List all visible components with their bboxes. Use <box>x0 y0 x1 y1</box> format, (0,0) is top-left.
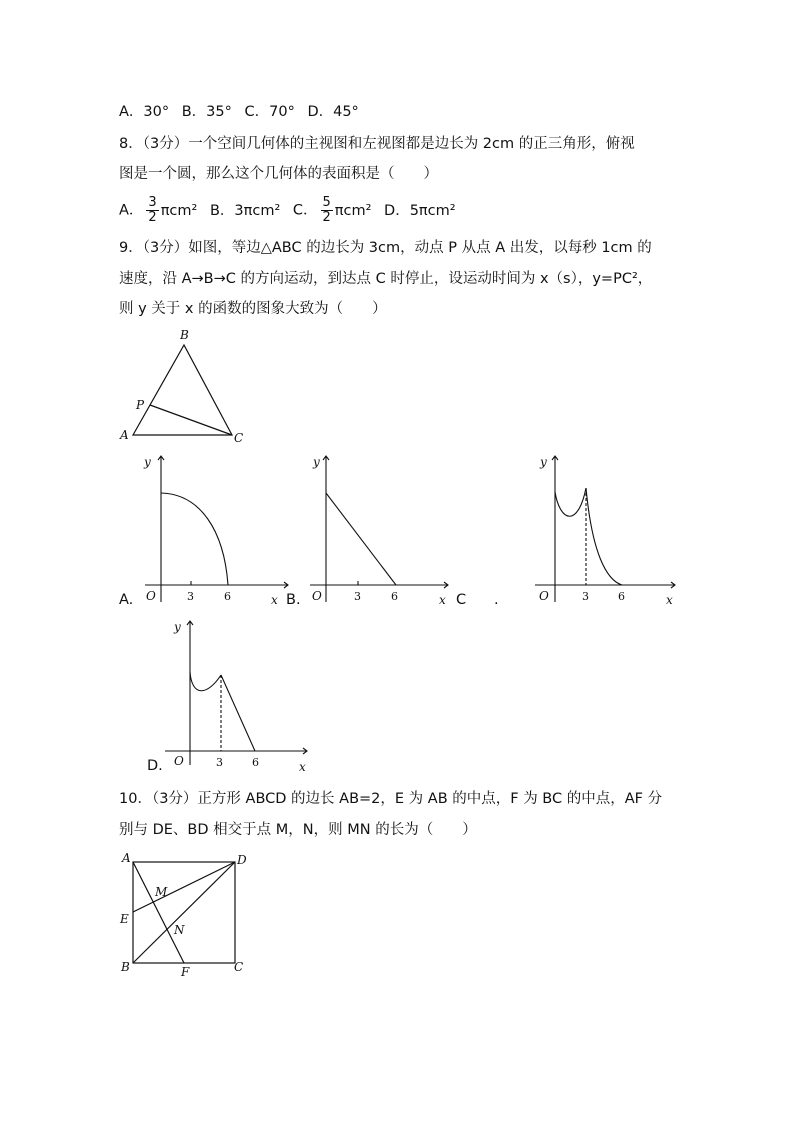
segment-af <box>133 862 184 963</box>
y-label: y <box>144 455 151 469</box>
graph-a-option-label: A. <box>119 592 134 608</box>
q9-line-1: 9．（3分）如图，等边△ABC 的边长为 3cm，动点 P 从点 A 出发，以每秒 1cm 的 <box>119 240 652 256</box>
q10-square-figure <box>112 848 262 983</box>
q8-option-a-prefix: A． <box>119 202 144 219</box>
label-a: A <box>122 851 131 865</box>
q8-option-c-numerator: 5 <box>322 195 331 210</box>
graph-a <box>140 452 290 610</box>
label-b: B <box>180 328 189 342</box>
q10-line-2: 别与 DE、BD 相交于点 M，N，则 MN 的长为（ ） <box>119 822 477 838</box>
x-label: x <box>271 593 278 607</box>
q7-option-b: B．35° <box>181 104 232 120</box>
y-label: y <box>313 455 320 469</box>
q9-triangle-figure <box>110 325 260 450</box>
q8-option-d: D．5πcm² <box>384 202 456 219</box>
x-label: x <box>299 760 306 774</box>
curve-d-first-part <box>190 672 221 691</box>
q7-option-c: C．70° <box>244 104 295 120</box>
segment-bd <box>133 862 235 963</box>
label-e: E <box>120 912 129 926</box>
tick-label-6: 6 <box>391 590 398 603</box>
q8-option-a-fraction <box>146 196 158 225</box>
q8-option-c-prefix: C． <box>292 202 318 219</box>
label-c: C <box>234 431 244 445</box>
q7-option-d: D．45° <box>307 104 359 120</box>
line-d-second-part <box>221 675 255 751</box>
origin-label: O <box>174 754 184 768</box>
origin-label: O <box>539 589 549 603</box>
y-label: y <box>174 620 181 634</box>
curve-c-first-part <box>555 488 586 516</box>
q8-option-a-numerator: 3 <box>148 195 157 210</box>
origin-label: O <box>312 589 322 603</box>
tick-label-3: 3 <box>216 756 223 769</box>
tick-label-3: 3 <box>187 590 194 603</box>
tick-label-3: 3 <box>582 590 589 603</box>
curve-c-second-part <box>586 488 622 585</box>
tick-label-3: 3 <box>354 590 361 603</box>
q7-options <box>119 102 367 122</box>
q8-option-c-denominator: 2 <box>322 210 331 225</box>
graph-c <box>530 452 680 610</box>
label-c: C <box>234 960 244 974</box>
origin-label: O <box>146 589 156 603</box>
label-n: N <box>174 923 185 937</box>
q9-line-2: 速度，沿 A→B→C 的方向运动，到达点 C 时停止，设运动时间为 x（s），y=PC²， <box>119 271 653 287</box>
graph-d-option-label: D. <box>147 758 163 774</box>
segment-de <box>133 862 235 912</box>
line-b <box>326 493 396 585</box>
tick-label-6: 6 <box>224 590 231 603</box>
y-label: y <box>540 455 547 469</box>
graph-d <box>160 615 310 773</box>
graph-b <box>305 452 455 610</box>
q7-option-a: A．30° <box>119 104 170 120</box>
triangle-abc <box>133 345 232 435</box>
q8-line-2: 图是一个圆，那么这个几何体的表面积是（ ） <box>119 166 438 182</box>
x-label: x <box>439 593 446 607</box>
q8-line-1: 8．（3分）一个空间几何体的主视图和左视图都是边长为 2cm 的正三角形，俯视 <box>119 136 635 152</box>
label-f: F <box>181 965 190 979</box>
q8-option-a-suffix: πcm² <box>160 202 198 219</box>
q9-line-3: 则 y 关于 x 的函数的图象大致为（ ） <box>119 301 387 317</box>
q8-option-c-suffix: πcm² <box>334 202 372 219</box>
graph-c-option-dot: . <box>494 592 499 608</box>
graph-b-option-label: B. <box>286 592 301 608</box>
label-p: P <box>136 398 145 412</box>
tick-label-6: 6 <box>252 756 259 769</box>
q8-option-b: B．3πcm² <box>209 202 281 219</box>
label-m: M <box>155 885 168 899</box>
q8-options <box>119 196 464 225</box>
segment-pc <box>150 405 232 435</box>
graph-c-option-label: C <box>456 592 467 608</box>
label-d: D <box>237 853 247 867</box>
q8-option-a-denominator: 2 <box>148 210 157 225</box>
label-a: A <box>120 428 129 442</box>
q8-option-c-fraction <box>321 196 333 225</box>
curve-a <box>161 493 228 585</box>
tick-label-6: 6 <box>618 590 625 603</box>
label-b: B <box>121 960 130 974</box>
q10-line-1: 10．（3分）正方形 ABCD 的边长 AB=2，E 为 AB 的中点，F 为 BC 的中点，AF 分 <box>119 791 663 807</box>
x-label: x <box>666 593 673 607</box>
